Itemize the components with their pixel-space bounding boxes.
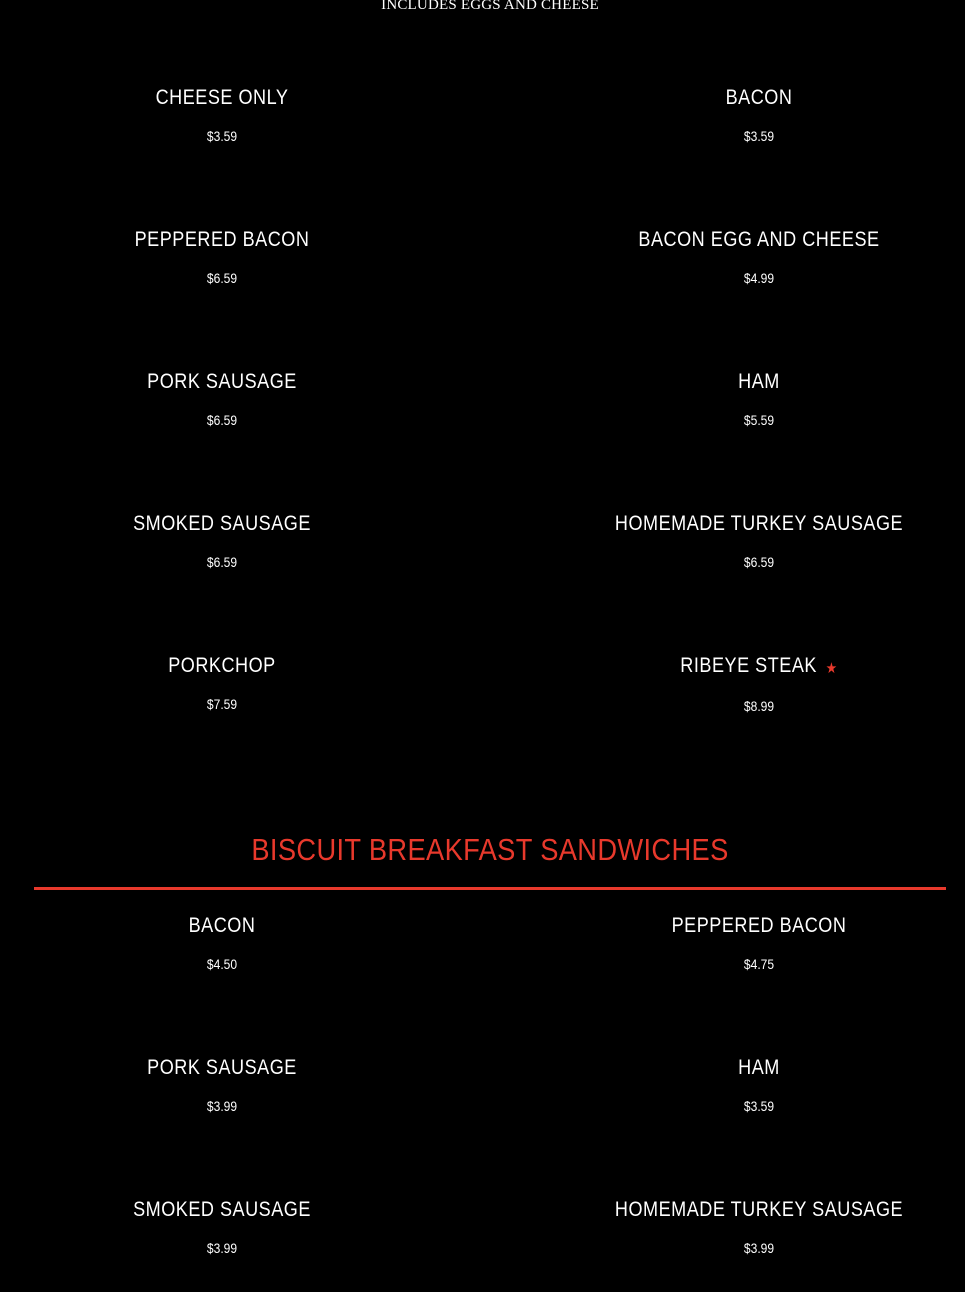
section-note: INCLUDES EGGS AND CHEESE — [381, 0, 599, 13]
item-price: $4.75 — [743, 956, 775, 972]
item-name: SMOKED SAUSAGE — [133, 512, 311, 535]
item-price: $4.99 — [743, 270, 775, 286]
menu-item — [539, 652, 965, 715]
menu-item — [2, 652, 442, 713]
item-name: HAM — [738, 370, 780, 393]
item-price: $6.59 — [743, 554, 775, 570]
item-price: $6.59 — [206, 270, 238, 286]
item-price: $7.59 — [206, 696, 238, 712]
item-price: $3.99 — [206, 1240, 238, 1256]
item-price: $4.50 — [206, 956, 238, 972]
menu-item — [2, 510, 442, 571]
section-divider — [34, 887, 946, 890]
item-price: $3.99 — [206, 1098, 238, 1114]
item-name: HAM — [738, 1056, 780, 1079]
item-name: CHEESE ONLY — [155, 86, 289, 109]
item-name: RIBEYE STEAK — [680, 654, 817, 677]
item-name: PEPPERED BACON — [671, 914, 847, 937]
item-name: BACON — [188, 914, 256, 937]
menu-item — [539, 226, 965, 287]
item-name: BACON EGG AND CHEESE — [638, 228, 880, 251]
item-price: $6.59 — [206, 554, 238, 570]
menu-item — [2, 1054, 442, 1115]
item-name: SMOKED SAUSAGE — [133, 1198, 311, 1221]
item-name: PORK SAUSAGE — [147, 370, 297, 393]
item-name: PEPPERED BACON — [134, 228, 310, 251]
menu-item — [539, 84, 965, 145]
menu-item — [2, 368, 442, 429]
item-price: $3.99 — [743, 1240, 775, 1256]
menu-item — [539, 510, 965, 571]
menu-item — [2, 226, 442, 287]
menu-item — [539, 1054, 965, 1115]
item-name: HOMEMADE TURKEY SAUSAGE — [614, 1198, 904, 1221]
menu-item — [2, 1196, 442, 1257]
item-name: HOMEMADE TURKEY SAUSAGE — [614, 512, 904, 535]
item-name: BACON — [725, 86, 793, 109]
item-price: $3.59 — [743, 1098, 775, 1114]
menu-item — [539, 1196, 965, 1257]
item-name-row — [570, 652, 948, 682]
item-price: $3.59 — [743, 128, 775, 144]
star-icon: ★ — [825, 660, 838, 677]
menu-item — [539, 912, 965, 973]
item-name: PORK SAUSAGE — [147, 1056, 297, 1079]
item-price: $5.59 — [743, 412, 775, 428]
section-title: BISCUIT BREAKFAST SANDWICHES — [251, 832, 729, 867]
item-price: $6.59 — [206, 412, 238, 428]
menu-item — [2, 912, 442, 973]
menu-item — [2, 84, 442, 145]
item-price: $8.99 — [743, 698, 775, 714]
item-price: $3.59 — [206, 128, 238, 144]
menu-item — [539, 368, 965, 429]
item-name: PORKCHOP — [168, 654, 276, 677]
